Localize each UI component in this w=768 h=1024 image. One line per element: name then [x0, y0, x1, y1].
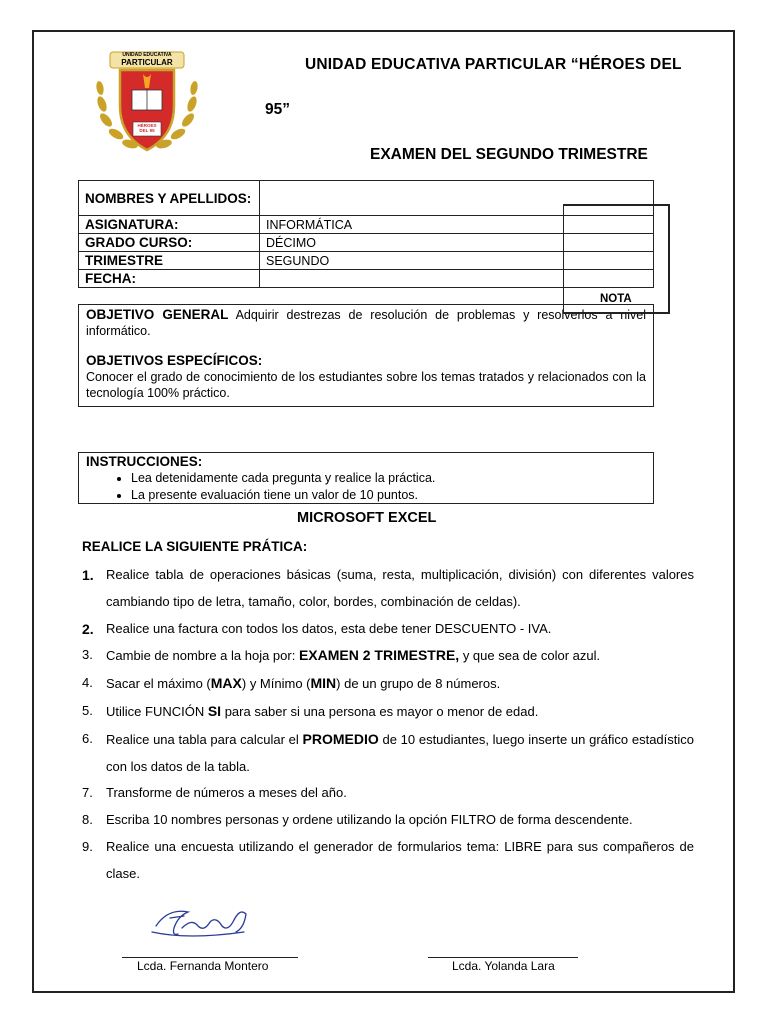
subject-label: ASIGNATURA:	[79, 216, 260, 234]
specific-objectives-text: Conocer el grado de conocimiento de los estudiantes sobre los temas tratados y relacionados con la tecnología 100% práctico.	[86, 370, 646, 400]
specific-objectives-heading: OBJETIVOS ESPECÍFICOS	[86, 353, 258, 368]
list-item: 1. Realice tabla de operaciones básicas (suma, resta, multiplicación, división) con diferentes valores cambiando tipo de letra, tamaño, color, bordes, combinación de celdas).	[82, 567, 694, 609]
names-label: NOMBRES Y APELLIDOS:	[79, 181, 260, 216]
logo-text-top: UNIDAD EDUCATIVA	[122, 52, 172, 58]
term-value: SEGUNDO	[260, 252, 654, 270]
logo-text-main: PARTICULAR	[121, 58, 173, 67]
handwritten-signature	[148, 898, 258, 943]
section-title: MICROSOFT EXCEL	[297, 510, 437, 526]
school-logo	[88, 44, 206, 162]
term-label: TRIMESTRE	[79, 252, 260, 270]
list-item: 6. Realice una tabla para calcular el PROMEDIO de 10 estudiantes, luego inserte un gráfico estadístico con los datos de la tabla.	[82, 730, 695, 774]
grade-label: GRADO CURSO:	[79, 234, 260, 252]
instructions-list	[86, 470, 646, 504]
instructions-heading: INSTRUCCIONES:	[86, 454, 203, 469]
signature-line-left	[122, 957, 298, 958]
list-item: 9. Realice una encuesta utilizando el generador de formularios tema: LIBRE para sus compañeros de clase.	[82, 838, 694, 881]
subject-value: INFORMÁTICA	[260, 216, 654, 234]
logo-text-bottom: HÉROES DEL 95	[137, 123, 157, 133]
list-item: 4. Sacar el máximo (MAX) y Mínimo (MIN) de un grupo de 8 números.	[82, 675, 501, 692]
grade-value: DÉCIMO	[260, 234, 654, 252]
practice-title: REALICE LA SIGUIENTE PRÁTICA:	[82, 539, 308, 554]
list-item: 7. Transforme de números a meses del año.	[82, 785, 347, 801]
list-item: 8. Escriba 10 nombres personas y ordene utilizando la opción FILTRO de forma descendente.	[82, 812, 633, 828]
signature-line-right	[428, 957, 578, 958]
list-item: • Lea detenidamente cada pregunta y realice la práctica.	[131, 470, 646, 487]
instructions-box	[78, 452, 654, 504]
school-name-line1: UNIDAD EDUCATIVA PARTICULAR “HÉROES DEL	[305, 56, 682, 73]
grade-label: NOTA	[600, 293, 632, 305]
list-item: • La presente evaluación tiene un valor de 10 puntos.	[131, 487, 646, 504]
general-objective-heading: OBJETIVO GENERAL	[86, 307, 229, 322]
objectives-box: OBJETIVO GENERAL Adquirir destrezas de resolución de problemas y resolverlos a nivel informático. OBJETIVOS ESPECÍFICOS: Conocer el grado de conocimiento de los estudiantes sobre los temas tratados y relacionados con la tecnología 100% práctico.	[78, 304, 654, 407]
task-list	[82, 562, 694, 888]
list-item: 5. Utilice FUNCIÓN SI para saber si una persona es mayor o menor de edad.	[82, 702, 539, 719]
exam-title: EXAMEN DEL SEGUNDO TRIMESTRE	[370, 146, 648, 163]
school-name-line2: 95”	[265, 101, 290, 118]
list-item: 3. Cambie de nombre a la hoja por: EXAMEN 2 TRIMESTRE, y que sea de color azul.	[82, 647, 601, 664]
general-objective-text: Adquirir destrezas de resolución de problemas y resolverlos a nivel informático.	[86, 308, 646, 338]
signer-name-right: Lcda. Yolanda Lara	[452, 959, 555, 973]
signer-name-left: Lcda. Fernanda Montero	[137, 959, 269, 973]
list-item: 2. Realice una factura con todos los datos, esta debe tener DESCUENTO - IVA.	[82, 620, 552, 637]
date-label: FECHA:	[79, 270, 260, 288]
